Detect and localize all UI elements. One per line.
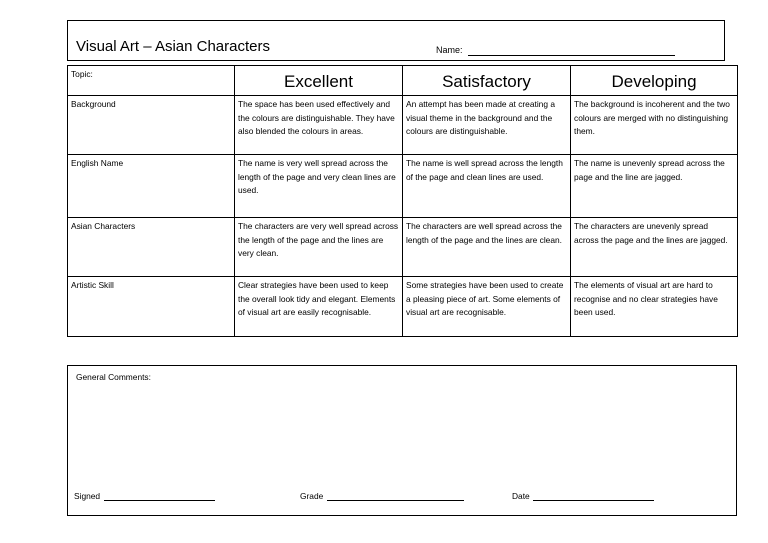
document-title: Visual Art – Asian Characters <box>76 38 270 55</box>
cell-developing: The elements of visual art are hard to recognise and no clear strategies have been used. <box>571 277 738 337</box>
rubric-header-row <box>68 66 738 96</box>
topic-header: Topic: <box>68 66 235 96</box>
level-header-developing: Developing <box>571 66 738 96</box>
date-label: Date <box>512 491 530 501</box>
name-label: Name: <box>436 45 463 55</box>
level-header-excellent: Excellent <box>235 66 403 96</box>
cell-excellent: The space has been used effectively and the colours are distinguishable. They have also blended the colours in areas. <box>235 96 403 155</box>
cell-excellent: The name is very well spread across the length of the page and very clean lines are used. <box>235 155 403 218</box>
rubric-table <box>67 65 738 337</box>
cell-satisfactory: The name is well spread across the length of the page and clean lines are used. <box>403 155 571 218</box>
grade-label: Grade <box>300 491 324 501</box>
header-box <box>67 20 725 61</box>
cell-satisfactory: The characters are well spread across the length of the page and the lines are clean. <box>403 218 571 277</box>
cell-developing: The characters are unevenly spread across the page and the lines are jagged. <box>571 218 738 277</box>
cell-developing: The background is incoherent and the two colours are merged with no distinguishing them. <box>571 96 738 155</box>
name-field-line[interactable] <box>468 55 675 56</box>
date-line[interactable] <box>533 500 654 501</box>
general-comments-label: General Comments: <box>76 372 151 382</box>
rubric-row <box>68 218 738 277</box>
general-comments-box[interactable] <box>67 365 737 516</box>
rubric-row <box>68 96 738 155</box>
row-topic: Asian Characters <box>68 218 235 277</box>
cell-excellent: The characters are very well spread across the length of the page and the lines are very clean. <box>235 218 403 277</box>
signed-line[interactable] <box>104 500 215 501</box>
signed-label: Signed <box>74 491 101 501</box>
cell-satisfactory: Some strategies have been used to create a pleasing piece of art. Some elements of visual art are recognisable. <box>403 277 571 337</box>
row-topic: English Name <box>68 155 235 218</box>
rubric-row <box>68 155 738 218</box>
row-topic: Artistic Skill <box>68 277 235 337</box>
rubric-row <box>68 277 738 337</box>
level-header-satisfactory: Satisfactory <box>403 66 571 96</box>
grade-line[interactable] <box>327 500 464 501</box>
cell-developing: The name is unevenly spread across the page and the line are jagged. <box>571 155 738 218</box>
cell-satisfactory: An attempt has been made at creating a visual theme in the background and the colours are distinguishable. <box>403 96 571 155</box>
row-topic: Background <box>68 96 235 155</box>
cell-excellent: Clear strategies have been used to keep the overall look tidy and elegant. Elements of visual art are easily recognisable. <box>235 277 403 337</box>
